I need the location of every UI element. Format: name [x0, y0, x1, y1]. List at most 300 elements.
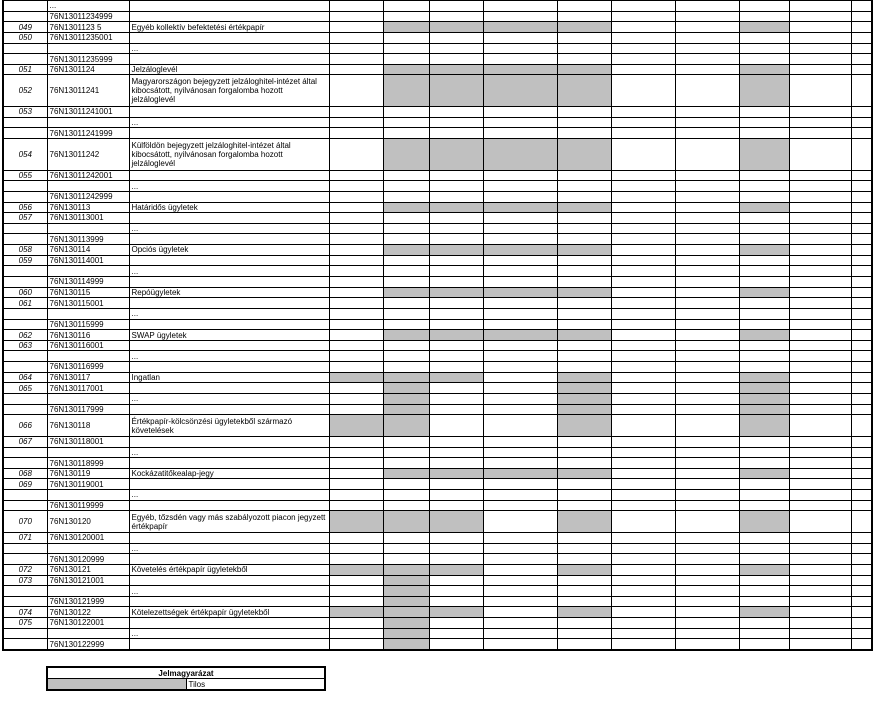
value-cell[interactable] — [383, 191, 429, 202]
value-cell[interactable] — [557, 340, 611, 351]
value-cell[interactable] — [851, 308, 872, 319]
value-cell[interactable] — [429, 54, 483, 65]
value-cell[interactable] — [789, 234, 851, 245]
value-cell[interactable] — [483, 415, 557, 437]
value-cell[interactable] — [675, 107, 739, 118]
value-cell[interactable] — [675, 22, 739, 33]
value-cell[interactable] — [789, 554, 851, 565]
value-cell[interactable] — [429, 618, 483, 629]
value-cell[interactable] — [429, 266, 483, 277]
value-cell[interactable] — [611, 234, 675, 245]
value-cell[interactable] — [739, 223, 789, 234]
value-cell[interactable] — [851, 511, 872, 533]
value-cell[interactable] — [675, 32, 739, 43]
value-cell[interactable] — [429, 490, 483, 501]
value-cell[interactable] — [739, 54, 789, 65]
value-cell[interactable] — [789, 404, 851, 415]
value-cell[interactable] — [483, 351, 557, 362]
value-cell[interactable] — [675, 628, 739, 639]
value-cell[interactable] — [851, 575, 872, 586]
value-cell[interactable] — [675, 596, 739, 607]
value-cell[interactable] — [789, 266, 851, 277]
value-cell[interactable] — [739, 191, 789, 202]
value-cell[interactable] — [329, 64, 383, 75]
value-cell[interactable] — [483, 170, 557, 181]
value-cell[interactable] — [557, 54, 611, 65]
value-cell[interactable] — [483, 298, 557, 309]
value-cell[interactable] — [739, 351, 789, 362]
value-cell[interactable] — [675, 255, 739, 266]
value-cell[interactable] — [739, 319, 789, 330]
value-cell[interactable] — [851, 394, 872, 405]
value-cell[interactable] — [483, 479, 557, 490]
value-cell[interactable] — [483, 223, 557, 234]
value-cell[interactable] — [383, 170, 429, 181]
value-cell[interactable] — [789, 223, 851, 234]
value-cell[interactable] — [429, 308, 483, 319]
value-cell[interactable] — [557, 628, 611, 639]
value-cell[interactable] — [739, 170, 789, 181]
value-cell[interactable] — [329, 436, 383, 447]
value-cell[interactable] — [429, 533, 483, 544]
value-cell[interactable] — [429, 213, 483, 224]
value-cell[interactable] — [483, 543, 557, 554]
value-cell[interactable] — [483, 533, 557, 544]
value-cell[interactable] — [611, 447, 675, 458]
value-cell[interactable] — [483, 43, 557, 54]
value-cell[interactable] — [851, 234, 872, 245]
value-cell[interactable] — [739, 234, 789, 245]
value-cell[interactable] — [739, 107, 789, 118]
value-cell[interactable] — [329, 255, 383, 266]
value-cell[interactable] — [675, 75, 739, 107]
value-cell[interactable] — [557, 170, 611, 181]
value-cell[interactable] — [611, 181, 675, 192]
value-cell[interactable] — [611, 607, 675, 618]
value-cell[interactable] — [383, 533, 429, 544]
value-cell[interactable] — [383, 458, 429, 469]
value-cell[interactable] — [483, 1, 557, 12]
value-cell[interactable] — [483, 340, 557, 351]
value-cell[interactable] — [429, 436, 483, 447]
value-cell[interactable] — [429, 628, 483, 639]
value-cell[interactable] — [329, 490, 383, 501]
value-cell[interactable] — [851, 586, 872, 597]
value-cell[interactable] — [675, 490, 739, 501]
value-cell[interactable] — [851, 533, 872, 544]
value-cell[interactable] — [429, 234, 483, 245]
value-cell[interactable] — [611, 319, 675, 330]
value-cell[interactable] — [611, 554, 675, 565]
value-cell[interactable] — [789, 351, 851, 362]
value-cell[interactable] — [789, 383, 851, 394]
value-cell[interactable] — [789, 181, 851, 192]
value-cell[interactable] — [611, 287, 675, 298]
value-cell[interactable] — [483, 639, 557, 650]
value-cell[interactable] — [329, 139, 383, 171]
value-cell[interactable] — [429, 340, 483, 351]
value-cell[interactable] — [851, 607, 872, 618]
value-cell[interactable] — [611, 383, 675, 394]
value-cell[interactable] — [851, 287, 872, 298]
value-cell[interactable] — [429, 170, 483, 181]
value-cell[interactable] — [851, 362, 872, 373]
value-cell[interactable] — [329, 107, 383, 118]
value-cell[interactable] — [611, 11, 675, 22]
value-cell[interactable] — [675, 479, 739, 490]
value-cell[interactable] — [851, 372, 872, 383]
value-cell[interactable] — [675, 287, 739, 298]
value-cell[interactable] — [383, 319, 429, 330]
value-cell[interactable] — [383, 340, 429, 351]
value-cell[interactable] — [557, 543, 611, 554]
value-cell[interactable] — [675, 639, 739, 650]
value-cell[interactable] — [739, 32, 789, 43]
value-cell[interactable] — [329, 54, 383, 65]
value-cell[interactable] — [611, 490, 675, 501]
value-cell[interactable] — [383, 107, 429, 118]
value-cell[interactable] — [611, 468, 675, 479]
value-cell[interactable] — [739, 362, 789, 373]
value-cell[interactable] — [739, 586, 789, 597]
value-cell[interactable] — [557, 213, 611, 224]
value-cell[interactable] — [675, 394, 739, 405]
value-cell[interactable] — [611, 213, 675, 224]
value-cell[interactable] — [329, 191, 383, 202]
value-cell[interactable] — [739, 554, 789, 565]
value-cell[interactable] — [429, 394, 483, 405]
value-cell[interactable] — [675, 468, 739, 479]
value-cell[interactable] — [675, 298, 739, 309]
value-cell[interactable] — [851, 554, 872, 565]
value-cell[interactable] — [851, 128, 872, 139]
value-cell[interactable] — [611, 32, 675, 43]
value-cell[interactable] — [851, 298, 872, 309]
value-cell[interactable] — [383, 255, 429, 266]
value-cell[interactable] — [611, 511, 675, 533]
value-cell[interactable] — [611, 404, 675, 415]
value-cell[interactable] — [675, 447, 739, 458]
value-cell[interactable] — [483, 11, 557, 22]
value-cell[interactable] — [329, 11, 383, 22]
value-cell[interactable] — [675, 245, 739, 256]
value-cell[interactable] — [675, 234, 739, 245]
value-cell[interactable] — [851, 255, 872, 266]
value-cell[interactable] — [789, 107, 851, 118]
value-cell[interactable] — [557, 191, 611, 202]
value-cell[interactable] — [851, 11, 872, 22]
value-cell[interactable] — [739, 479, 789, 490]
value-cell[interactable] — [675, 543, 739, 554]
value-cell[interactable] — [611, 64, 675, 75]
value-cell[interactable] — [429, 639, 483, 650]
value-cell[interactable] — [557, 479, 611, 490]
value-cell[interactable] — [675, 117, 739, 128]
value-cell[interactable] — [383, 266, 429, 277]
value-cell[interactable] — [557, 234, 611, 245]
value-cell[interactable] — [851, 404, 872, 415]
value-cell[interactable] — [851, 415, 872, 437]
value-cell[interactable] — [789, 43, 851, 54]
value-cell[interactable] — [789, 586, 851, 597]
value-cell[interactable] — [483, 500, 557, 511]
value-cell[interactable] — [329, 245, 383, 256]
value-cell[interactable] — [383, 234, 429, 245]
value-cell[interactable] — [429, 1, 483, 12]
value-cell[interactable] — [383, 362, 429, 373]
value-cell[interactable] — [675, 330, 739, 341]
value-cell[interactable] — [611, 330, 675, 341]
value-cell[interactable] — [483, 436, 557, 447]
value-cell[interactable] — [851, 351, 872, 362]
value-cell[interactable] — [789, 575, 851, 586]
value-cell[interactable] — [383, 500, 429, 511]
value-cell[interactable] — [429, 404, 483, 415]
value-cell[interactable] — [611, 202, 675, 213]
value-cell[interactable] — [429, 586, 483, 597]
value-cell[interactable] — [329, 266, 383, 277]
value-cell[interactable] — [789, 415, 851, 437]
value-cell[interactable] — [675, 533, 739, 544]
value-cell[interactable] — [739, 436, 789, 447]
value-cell[interactable] — [429, 107, 483, 118]
value-cell[interactable] — [789, 139, 851, 171]
value-cell[interactable] — [557, 277, 611, 288]
value-cell[interactable] — [429, 362, 483, 373]
value-cell[interactable] — [851, 458, 872, 469]
value-cell[interactable] — [611, 586, 675, 597]
value-cell[interactable] — [851, 383, 872, 394]
value-cell[interactable] — [383, 11, 429, 22]
value-cell[interactable] — [739, 277, 789, 288]
value-cell[interactable] — [483, 117, 557, 128]
value-cell[interactable] — [789, 298, 851, 309]
value-cell[interactable] — [329, 500, 383, 511]
value-cell[interactable] — [611, 170, 675, 181]
value-cell[interactable] — [383, 308, 429, 319]
value-cell[interactable] — [557, 319, 611, 330]
value-cell[interactable] — [739, 340, 789, 351]
value-cell[interactable] — [329, 330, 383, 341]
value-cell[interactable] — [429, 351, 483, 362]
value-cell[interactable] — [851, 139, 872, 171]
value-cell[interactable] — [557, 490, 611, 501]
value-cell[interactable] — [851, 1, 872, 12]
value-cell[interactable] — [329, 618, 383, 629]
value-cell[interactable] — [329, 43, 383, 54]
value-cell[interactable] — [483, 458, 557, 469]
value-cell[interactable] — [483, 596, 557, 607]
value-cell[interactable] — [429, 277, 483, 288]
value-cell[interactable] — [611, 500, 675, 511]
value-cell[interactable] — [429, 43, 483, 54]
value-cell[interactable] — [329, 468, 383, 479]
value-cell[interactable] — [483, 511, 557, 533]
value-cell[interactable] — [329, 32, 383, 43]
value-cell[interactable] — [383, 117, 429, 128]
value-cell[interactable] — [739, 213, 789, 224]
value-cell[interactable] — [789, 639, 851, 650]
value-cell[interactable] — [557, 107, 611, 118]
value-cell[interactable] — [611, 479, 675, 490]
value-cell[interactable] — [611, 575, 675, 586]
value-cell[interactable] — [675, 308, 739, 319]
value-cell[interactable] — [329, 223, 383, 234]
value-cell[interactable] — [789, 308, 851, 319]
value-cell[interactable] — [611, 298, 675, 309]
value-cell[interactable] — [329, 533, 383, 544]
value-cell[interactable] — [739, 628, 789, 639]
value-cell[interactable] — [789, 75, 851, 107]
value-cell[interactable] — [429, 415, 483, 437]
value-cell[interactable] — [739, 181, 789, 192]
value-cell[interactable] — [557, 128, 611, 139]
value-cell[interactable] — [429, 447, 483, 458]
value-cell[interactable] — [675, 618, 739, 629]
value-cell[interactable] — [611, 533, 675, 544]
value-cell[interactable] — [611, 415, 675, 437]
value-cell[interactable] — [789, 543, 851, 554]
value-cell[interactable] — [739, 255, 789, 266]
value-cell[interactable] — [329, 298, 383, 309]
value-cell[interactable] — [739, 308, 789, 319]
value-cell[interactable] — [675, 383, 739, 394]
value-cell[interactable] — [383, 436, 429, 447]
value-cell[interactable] — [383, 54, 429, 65]
value-cell[interactable] — [739, 43, 789, 54]
value-cell[interactable] — [557, 1, 611, 12]
value-cell[interactable] — [851, 628, 872, 639]
value-cell[interactable] — [611, 75, 675, 107]
value-cell[interactable] — [383, 213, 429, 224]
value-cell[interactable] — [739, 639, 789, 650]
value-cell[interactable] — [557, 43, 611, 54]
value-cell[interactable] — [329, 383, 383, 394]
value-cell[interactable] — [675, 213, 739, 224]
value-cell[interactable] — [429, 543, 483, 554]
value-cell[interactable] — [329, 554, 383, 565]
value-cell[interactable] — [383, 447, 429, 458]
value-cell[interactable] — [851, 468, 872, 479]
value-cell[interactable] — [329, 447, 383, 458]
value-cell[interactable] — [851, 213, 872, 224]
value-cell[interactable] — [675, 319, 739, 330]
value-cell[interactable] — [429, 575, 483, 586]
value-cell[interactable] — [789, 11, 851, 22]
value-cell[interactable] — [675, 607, 739, 618]
value-cell[interactable] — [557, 575, 611, 586]
value-cell[interactable] — [675, 586, 739, 597]
value-cell[interactable] — [329, 628, 383, 639]
value-cell[interactable] — [675, 202, 739, 213]
value-cell[interactable] — [739, 298, 789, 309]
value-cell[interactable] — [739, 117, 789, 128]
value-cell[interactable] — [789, 330, 851, 341]
value-cell[interactable] — [675, 575, 739, 586]
value-cell[interactable] — [429, 11, 483, 22]
value-cell[interactable] — [429, 181, 483, 192]
value-cell[interactable] — [383, 1, 429, 12]
value-cell[interactable] — [789, 447, 851, 458]
value-cell[interactable] — [851, 32, 872, 43]
value-cell[interactable] — [851, 117, 872, 128]
value-cell[interactable] — [789, 64, 851, 75]
value-cell[interactable] — [851, 618, 872, 629]
value-cell[interactable] — [329, 586, 383, 597]
value-cell[interactable] — [429, 255, 483, 266]
value-cell[interactable] — [483, 54, 557, 65]
value-cell[interactable] — [789, 511, 851, 533]
value-cell[interactable] — [611, 436, 675, 447]
value-cell[interactable] — [329, 181, 383, 192]
value-cell[interactable] — [789, 32, 851, 43]
value-cell[interactable] — [789, 277, 851, 288]
value-cell[interactable] — [483, 319, 557, 330]
value-cell[interactable] — [611, 22, 675, 33]
value-cell[interactable] — [329, 234, 383, 245]
value-cell[interactable] — [789, 436, 851, 447]
value-cell[interactable] — [557, 362, 611, 373]
value-cell[interactable] — [329, 362, 383, 373]
value-cell[interactable] — [789, 533, 851, 544]
value-cell[interactable] — [383, 298, 429, 309]
value-cell[interactable] — [851, 490, 872, 501]
value-cell[interactable] — [739, 618, 789, 629]
value-cell[interactable] — [329, 479, 383, 490]
value-cell[interactable] — [789, 202, 851, 213]
value-cell[interactable] — [789, 287, 851, 298]
value-cell[interactable] — [483, 554, 557, 565]
value-cell[interactable] — [329, 213, 383, 224]
value-cell[interactable] — [851, 543, 872, 554]
value-cell[interactable] — [329, 639, 383, 650]
value-cell[interactable] — [789, 128, 851, 139]
value-cell[interactable] — [675, 372, 739, 383]
value-cell[interactable] — [675, 415, 739, 437]
value-cell[interactable] — [611, 1, 675, 12]
value-cell[interactable] — [739, 1, 789, 12]
value-cell[interactable] — [429, 596, 483, 607]
value-cell[interactable] — [383, 181, 429, 192]
value-cell[interactable] — [789, 191, 851, 202]
value-cell[interactable] — [851, 181, 872, 192]
value-cell[interactable] — [851, 639, 872, 650]
value-cell[interactable] — [483, 213, 557, 224]
value-cell[interactable] — [557, 223, 611, 234]
value-cell[interactable] — [675, 181, 739, 192]
value-cell[interactable] — [789, 458, 851, 469]
value-cell[interactable] — [851, 500, 872, 511]
value-cell[interactable] — [851, 596, 872, 607]
value-cell[interactable] — [557, 639, 611, 650]
value-cell[interactable] — [739, 128, 789, 139]
value-cell[interactable] — [329, 458, 383, 469]
value-cell[interactable] — [483, 575, 557, 586]
value-cell[interactable] — [483, 586, 557, 597]
value-cell[interactable] — [557, 586, 611, 597]
value-cell[interactable] — [851, 266, 872, 277]
value-cell[interactable] — [483, 564, 557, 575]
value-cell[interactable] — [611, 255, 675, 266]
value-cell[interactable] — [557, 533, 611, 544]
value-cell[interactable] — [789, 607, 851, 618]
value-cell[interactable] — [611, 351, 675, 362]
value-cell[interactable] — [611, 117, 675, 128]
value-cell[interactable] — [851, 170, 872, 181]
value-cell[interactable] — [611, 628, 675, 639]
value-cell[interactable] — [429, 554, 483, 565]
value-cell[interactable] — [483, 607, 557, 618]
